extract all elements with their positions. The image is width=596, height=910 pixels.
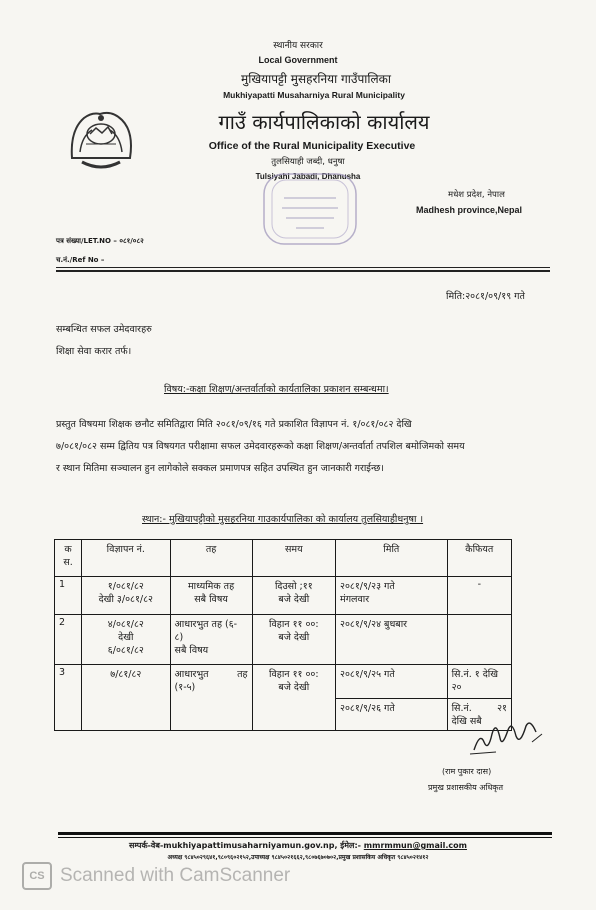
cell-date [336,577,448,615]
cell-text: सबै विषय [194,594,228,605]
cell-text: २०८१/९/२४ बुधबार [340,619,408,630]
table-row [55,615,512,665]
footer-divider-thin [58,837,552,838]
cell-time [252,665,335,731]
handwritten-signature [466,712,546,758]
cell-remarks [447,615,511,665]
cell-time [252,577,335,615]
cell-date [336,615,448,665]
cell-text: ६/०८१/८२ [107,645,144,656]
col-header-time: समय [252,540,335,577]
cell-sn: 3 [55,665,82,731]
header-local-govt-np: स्थानीय सरकार [273,41,323,51]
cell-sn: 1 [55,577,82,615]
table-header-row [55,540,512,577]
cell-text: आधारभुत [174,669,209,680]
cell-text: विहान ११ ००: [269,619,319,630]
cell-text: २१ [497,703,507,714]
cell-text: बजे देखी [278,632,310,643]
cell-text: बजे देखी [278,594,310,605]
cell-remarks: - [447,577,511,615]
nepal-emblem-icon [62,100,140,178]
col-header-date: मिति [336,540,448,577]
cell-text: आधारभुत तह (६- [174,619,238,630]
cell-text: २०८१/९/२३ गते [340,581,395,592]
cell-sn: 2 [55,615,82,665]
cell-text: विहान ११ ००: [269,669,319,680]
cell-text: माध्यमिक तह [187,581,235,592]
scanner-watermark [22,862,290,890]
addressee-line-2: शिक्षा सेवा करार तर्फ। [56,346,132,357]
reference-number: च.नं./Ref No – [56,256,105,264]
cell-text: देखि सबै [451,716,482,727]
header-divider-thin [56,267,550,268]
body-line-2: ७/०८१/०८२ सम्म द्वितिय पत्र विषयगत परीक्षामा सफल उमेदवारहरूको कक्षा शिक्षण/अन्तर्वार्ता तपशिल बमोजिमको समय [56,441,465,452]
cell-level [170,577,252,615]
header-address-en: Tulsiyahi Jabadi, Dhanusha [255,172,361,181]
cell-advertisement: ७/८१/८२ [82,665,170,731]
signatory-name: (राम पुकार दास) [442,767,492,776]
cell-level [170,615,252,665]
footer-contact [0,840,596,851]
footer-phones: अध्यक्ष ९८४५०२९६४१,९८०९६०२१५२,उपाध्यक्ष ९८४५०२१६६२,९८०७६७०७०२,प्रमुख प्रशासकिय अधिकृत ९८४५०२१४१२ [167,854,429,861]
footer-email: mmrmmun@gmail.com [363,841,468,850]
cell-text: देखी [118,632,134,643]
cell-text: दिउसो ;११ [274,581,313,592]
letter-date: मिति:२०८१/०९/१९ गते [446,291,525,302]
cell-remarks [447,665,511,699]
body-line-3: र स्थान मितिमा सञ्चालन हुन लागेकोले सक्कल प्रमाणपत्र सहित उपस्थित हुन जानकारी गराईन्छ। [56,463,384,474]
cell-text: देखी ३/०८१/८२ [98,594,153,605]
signatory-title: प्रमुख प्रशासकीय अधिकृत [428,783,504,792]
schedule-table [54,539,512,731]
header-address-np: तुलसियाही जब्दी, धनुषा [271,157,345,167]
subject-line: विषय:-कक्षा शिक्षण/अन्तर्वार्ताको कार्यतालिका प्रकाशन सम्बन्धमा। [164,384,389,395]
cell-text: सबै विषय [174,645,209,656]
header-office-np: गाउँ कार्यपालिकाको कार्यालय [218,110,430,134]
header-office-en: Office of the Rural Municipality Executive [208,140,416,152]
cell-time [252,615,335,665]
footer-divider-thick [58,832,552,835]
office-seal [258,168,362,250]
cell-text: बजे देखी [278,682,310,693]
cell-text: ८) [174,632,184,643]
footer-contact-text: सम्पर्क-वेब-mukhiyapattimusaharniyamun.gov.np, ईमेल:- [128,841,361,850]
col-header-sn: क स. [55,540,82,577]
cell-text-row [175,667,248,680]
camscanner-logo-icon: CS [22,862,52,890]
watermark-text: Scanned with CamScanner [60,865,291,886]
province-en: Madhesh province,Nepal [416,205,523,215]
table-row [55,577,512,615]
cell-text: सि.नं. १ देखि [451,669,499,680]
col-header-level: तह [170,540,252,577]
cell-text: २० [451,682,462,693]
table-row [55,665,512,699]
cell-text: तह [237,669,248,680]
header-municipality-en: Mukhiyapatti Musaharniya Rural Municipality [223,90,405,100]
cell-text: ४/०८१/८२ [107,619,144,630]
cell-level [170,665,252,731]
province-np: मधेश प्रदेश, नेपाल [448,190,505,200]
cell-text: (१-५) [174,682,196,693]
cell-text: सि.नं. [451,703,472,714]
cell-date: २०८१/९/२६ गते [336,699,448,731]
cell-text: मंगलवार [340,594,370,605]
header-municipality-np: मुखियापट्टी मुसहरनिया गाउँपालिका [241,72,391,86]
body-line-1: प्रस्तुत विषयमा शिक्षक छनौट समितिद्वारा मिति २०८१/०९/१६ गते प्रकाशित विज्ञापन नं. १/०८१/०८२ देखि [56,419,412,430]
letter-number: पत्र संख्या/LET.NO – ०८१/०८२ [56,237,144,245]
cell-text: १/०८१/८२ [107,581,144,592]
cell-advertisement [82,577,170,615]
col-header-advertisement: विज्ञापन नं. [82,540,170,577]
col-header-remarks: कैफियत [447,540,511,577]
cell-advertisement [82,615,170,665]
header-local-govt-en: Local Government [258,55,338,65]
addressee-line-1: सम्बन्धित सफल उमेदवारहरु [56,324,152,335]
header-divider-thick [56,270,550,272]
venue-line: स्थान:- मुखियापट्टीको मुसहरनिया गाउकार्यपालिका को कार्यालय तुलसियाहीधनुषा । [142,514,424,525]
cell-date: २०८१/९/२५ गते [336,665,448,699]
